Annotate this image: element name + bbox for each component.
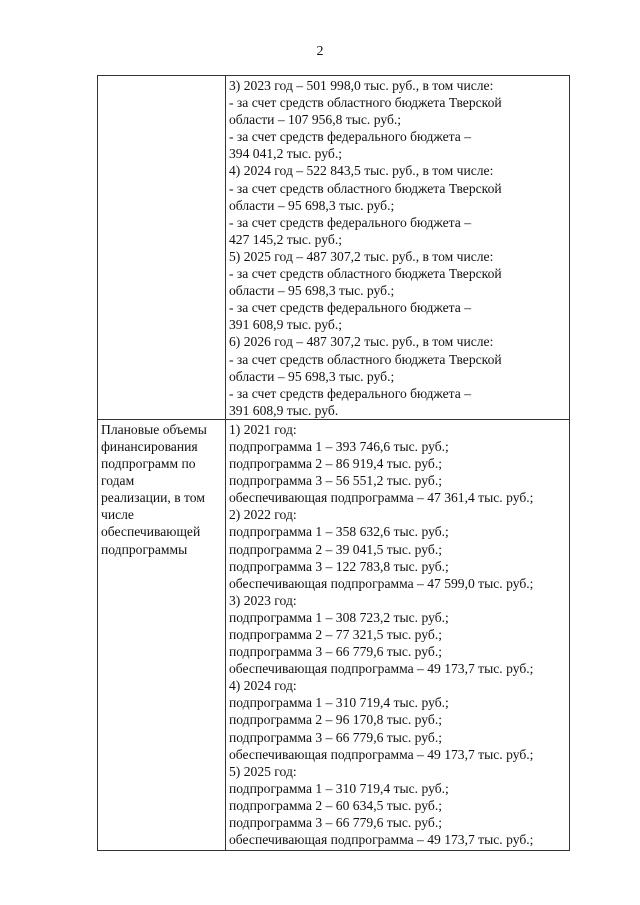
value-line: обеспечивающая подпрограмма – 47 361,4 тыс. руб.; bbox=[229, 490, 534, 506]
value-line: обеспечивающая подпрограмма – 49 173,7 тыс. руб.; bbox=[229, 832, 534, 848]
value-line: 2) 2022 год: bbox=[229, 507, 297, 523]
value-line: - за счет средств федерального бюджета – bbox=[229, 300, 472, 316]
table-row bbox=[98, 76, 570, 420]
value-line: подпрограмма 1 – 310 719,4 тыс. руб.; bbox=[229, 780, 449, 796]
row-label-line: Плановые объемы bbox=[101, 421, 207, 437]
value-line: 3) 2023 год – 501 998,0 тыс. руб., в том числе: bbox=[229, 78, 494, 93]
value-line: подпрограмма 2 – 60 634,5 тыс. руб.; bbox=[229, 797, 443, 813]
value-line: 394 041,2 тыс. руб.; bbox=[229, 146, 343, 162]
value-line: области – 95 698,3 тыс. руб.; bbox=[229, 368, 395, 384]
value-line: - за счет средств областного бюджета Тверской bbox=[229, 266, 502, 282]
value-line: обеспечивающая подпрограмма – 49 173,7 тыс. руб.; bbox=[229, 661, 534, 677]
value-line: подпрограмма 2 – 39 041,5 тыс. руб.; bbox=[229, 541, 443, 557]
value-line: области – 95 698,3 тыс. руб.; bbox=[229, 197, 395, 213]
value-line: - за счет средств федерального бюджета – bbox=[229, 214, 472, 230]
value-line: подпрограмма 1 – 308 723,2 тыс. руб.; bbox=[229, 609, 449, 625]
row-label-line: подпрограммы bbox=[101, 541, 188, 557]
row-label-line: обеспечивающей bbox=[101, 524, 201, 540]
value-line: обеспечивающая подпрограмма – 47 599,0 тыс. руб.; bbox=[229, 575, 534, 591]
value-line: - за счет средств федерального бюджета – bbox=[229, 385, 472, 401]
row-label-line: реализации, в том bbox=[101, 490, 205, 506]
value-line: подпрограмма 3 – 56 551,2 тыс. руб.; bbox=[229, 473, 443, 489]
value-line: подпрограмма 3 – 66 779,6 тыс. руб.; bbox=[229, 815, 443, 831]
value-line: подпрограмма 1 – 393 746,6 тыс. руб.; bbox=[229, 438, 449, 454]
row-label-cell bbox=[98, 419, 226, 850]
value-line: подпрограмма 2 – 86 919,4 тыс. руб.; bbox=[229, 456, 443, 472]
value-line: 427 145,2 тыс. руб.; bbox=[229, 231, 343, 247]
row-label-line: годам bbox=[101, 473, 135, 489]
row-value-cell bbox=[226, 419, 570, 850]
value-line: - за счет средств федерального бюджета – bbox=[229, 129, 472, 145]
value-line: области – 107 956,8 тыс. руб.; bbox=[229, 112, 402, 128]
value-line: 3) 2023 год: bbox=[229, 592, 297, 608]
value-line: подпрограмма 3 – 122 783,8 тыс. руб.; bbox=[229, 558, 449, 574]
value-line: 6) 2026 год – 487 307,2 тыс. руб., в том числе: bbox=[229, 334, 494, 350]
value-line: - за счет средств областного бюджета Тверской bbox=[229, 351, 502, 367]
row-label-line: числе bbox=[101, 507, 134, 523]
value-line: 4) 2024 год: bbox=[229, 678, 297, 694]
row-label-cell bbox=[98, 76, 226, 420]
value-line: подпрограмма 1 – 358 632,6 тыс. руб.; bbox=[229, 524, 449, 540]
value-line: 391 608,9 тыс. руб.; bbox=[229, 317, 343, 333]
row-label-line: подпрограмм по bbox=[101, 456, 196, 472]
page-number: 2 bbox=[316, 44, 324, 59]
value-line: области – 95 698,3 тыс. руб.; bbox=[229, 283, 395, 299]
table-body bbox=[98, 76, 570, 851]
value-line: 4) 2024 год – 522 843,5 тыс. руб., в том числе: bbox=[229, 163, 494, 179]
value-line: - за счет средств областного бюджета Тверской bbox=[229, 180, 502, 196]
value-line: подпрограмма 3 – 66 779,6 тыс. руб.; bbox=[229, 729, 443, 745]
value-line: подпрограмма 2 – 77 321,5 тыс. руб.; bbox=[229, 627, 443, 642]
value-line: обеспечивающая подпрограмма – 49 173,7 тыс. руб.; bbox=[229, 746, 534, 762]
row-label-line: финансирования bbox=[101, 438, 198, 454]
value-line: 1) 2021 год: bbox=[229, 421, 297, 437]
value-line: 5) 2025 год – 487 307,2 тыс. руб., в том числе: bbox=[229, 248, 494, 264]
value-line: подпрограмма 2 – 96 170,8 тыс. руб.; bbox=[229, 712, 443, 728]
table-row bbox=[98, 419, 570, 850]
financing-table bbox=[97, 75, 570, 851]
value-line: 391 608,9 тыс. руб. bbox=[229, 402, 339, 418]
value-line: подпрограмма 3 – 66 779,6 тыс. руб.; bbox=[229, 644, 443, 660]
value-line: 5) 2025 год: bbox=[229, 763, 297, 779]
value-line: - за счет средств областного бюджета Тверской bbox=[229, 95, 502, 111]
value-line: подпрограмма 1 – 310 719,4 тыс. руб.; bbox=[229, 695, 449, 711]
row-value-cell bbox=[226, 76, 570, 420]
